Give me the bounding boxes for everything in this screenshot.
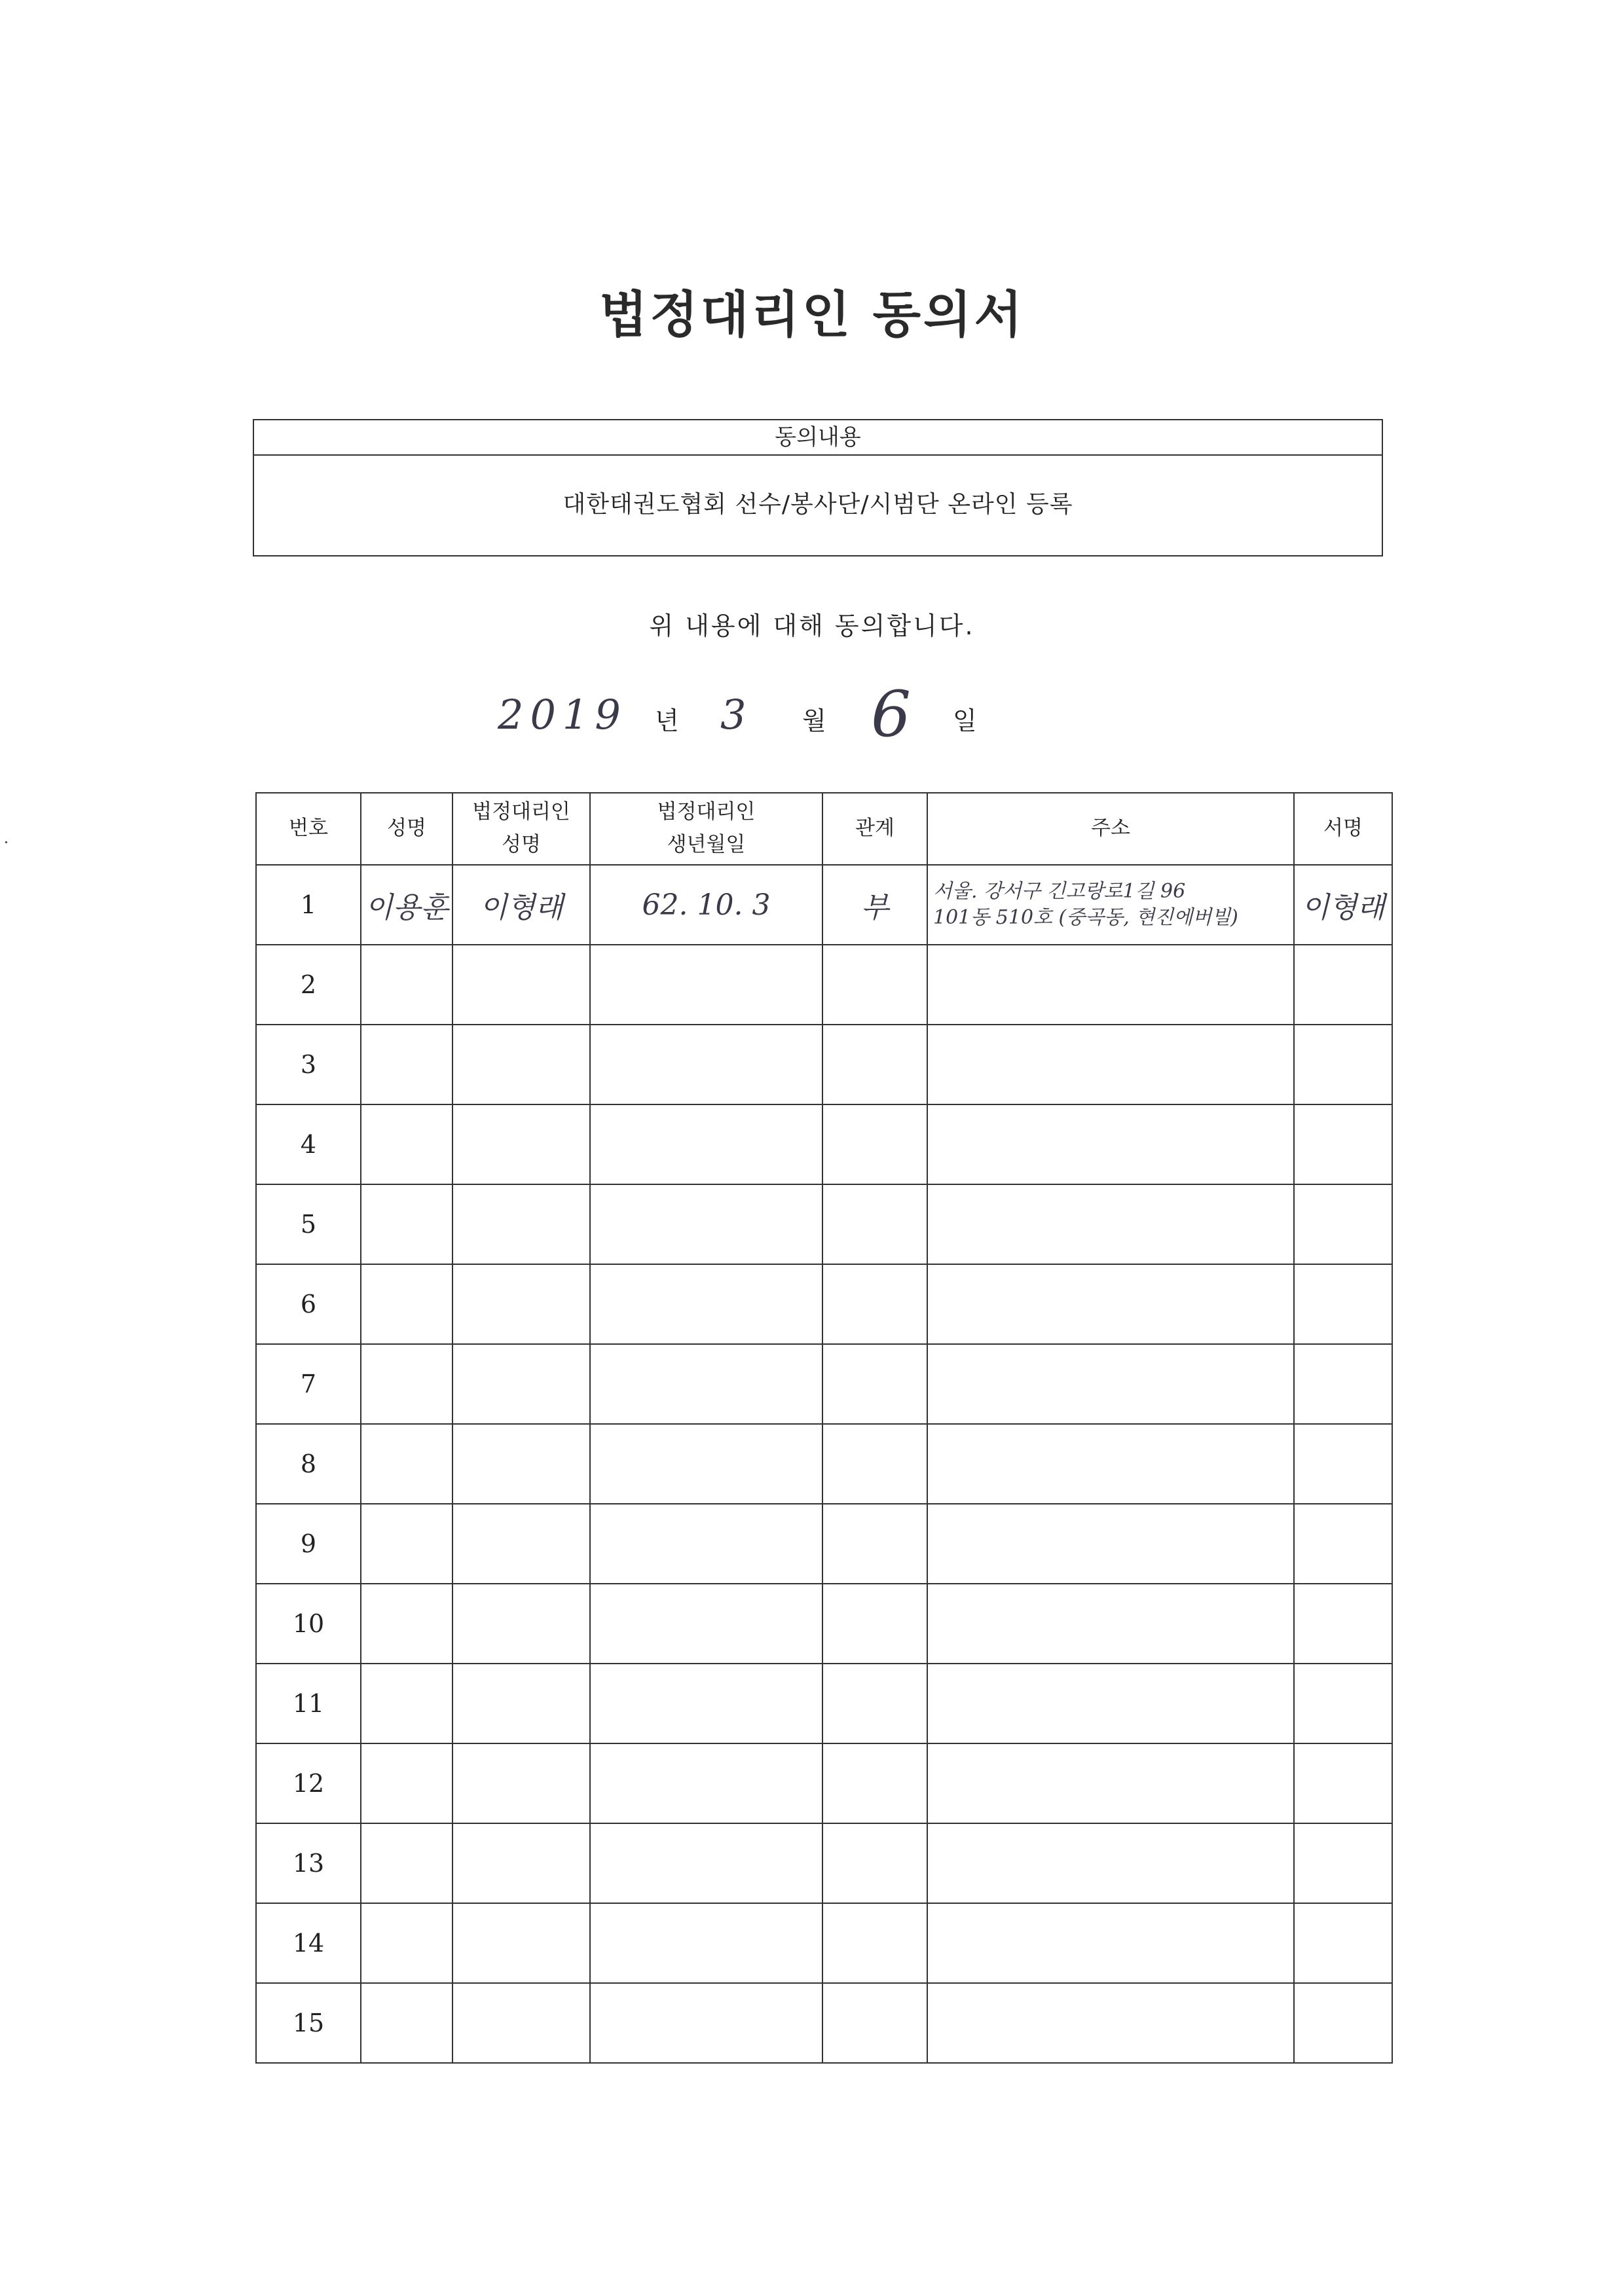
cell-name <box>361 1104 452 1184</box>
cell-relation <box>822 1823 927 1903</box>
header-guardian-birth-line1: 법정대리인 <box>657 800 756 824</box>
table-row <box>256 1903 1392 1983</box>
cell-guardian-name <box>452 1743 590 1823</box>
agreement-statement: 위 내용에 대해 동의합니다. <box>649 611 975 640</box>
cell-relation <box>822 1184 927 1264</box>
handwritten-guardian-name: 이형래 <box>479 891 563 924</box>
table-row <box>256 1104 1392 1184</box>
consent-body: 대한태권도협회 선수/봉사단/시범단 온라인 등록 <box>563 491 1073 518</box>
header-name: 성명 <box>361 793 452 865</box>
header-address: 주소 <box>927 793 1294 865</box>
cell-name <box>361 1743 452 1823</box>
header-relation: 관계 <box>822 793 927 865</box>
handwritten-signature: 이형래 <box>1301 891 1385 924</box>
cell-relation <box>822 1264 927 1344</box>
row-number: 14 <box>256 1903 361 1983</box>
handwritten-address <box>933 879 1238 932</box>
cell-name <box>361 1903 452 1983</box>
cell-guardian-birth <box>590 1983 822 2063</box>
cell-relation <box>822 945 927 1025</box>
handwritten-guardian-birth: 62. 10. 3 <box>642 888 771 922</box>
cell-name <box>361 1264 452 1344</box>
cell-guardian-birth <box>590 1504 822 1584</box>
cell-signature <box>1294 1344 1392 1424</box>
cell-guardian-birth <box>590 1104 822 1184</box>
scan-mark <box>5 841 7 843</box>
cell-guardian-name <box>452 1184 590 1264</box>
cell-relation <box>822 1504 927 1584</box>
cell-address <box>927 1743 1294 1823</box>
cell-signature <box>1294 1903 1392 1983</box>
cell-address <box>927 945 1294 1025</box>
cell-address <box>927 1504 1294 1584</box>
cell-relation <box>822 865 927 945</box>
cell-guardian-birth <box>590 1664 822 1743</box>
row-number: 15 <box>256 1983 361 2063</box>
cell-address <box>927 1424 1294 1504</box>
handwritten-month: 3 <box>720 691 747 738</box>
cell-address <box>927 1903 1294 1983</box>
consent-header: 동의내용 <box>254 420 1382 456</box>
cell-relation <box>822 1025 927 1104</box>
cell-signature <box>1294 865 1392 945</box>
cell-name <box>361 1983 452 2063</box>
table-row <box>256 1743 1392 1823</box>
table-row <box>256 1424 1392 1504</box>
cell-guardian-name <box>452 1983 590 2063</box>
cell-signature <box>1294 1743 1392 1823</box>
cell-address <box>927 1025 1294 1104</box>
year-label: 년 <box>655 706 679 735</box>
cell-address <box>927 1664 1294 1743</box>
cell-address <box>927 1104 1294 1184</box>
row-number: 7 <box>256 1344 361 1424</box>
cell-guardian-name <box>452 945 590 1025</box>
cell-guardian-name <box>452 1823 590 1903</box>
handwritten-relation: 부 <box>860 891 889 924</box>
row-number: 3 <box>256 1025 361 1104</box>
cell-guardian-birth <box>590 1424 822 1504</box>
cell-relation <box>822 1104 927 1184</box>
table-row <box>256 1584 1392 1664</box>
table-row <box>256 1983 1392 2063</box>
cell-signature <box>1294 1025 1392 1104</box>
cell-signature <box>1294 945 1392 1025</box>
address-line-1: 서울. 강서구 긴고랑로1길 96 <box>933 879 1186 903</box>
cell-relation <box>822 1903 927 1983</box>
cell-guardian-birth <box>590 1903 822 1983</box>
cell-address <box>927 1983 1294 2063</box>
row-number: 12 <box>256 1743 361 1823</box>
day-label: 일 <box>953 706 977 735</box>
table-row <box>256 945 1392 1025</box>
cell-guardian-birth <box>590 1344 822 1424</box>
cell-relation <box>822 1344 927 1424</box>
cell-signature <box>1294 1184 1392 1264</box>
cell-guardian-birth <box>590 1184 822 1264</box>
date-row <box>0 678 1624 766</box>
row-number: 4 <box>256 1104 361 1184</box>
cell-name <box>361 1504 452 1584</box>
cell-address <box>927 1823 1294 1903</box>
cell-relation <box>822 1664 927 1743</box>
consent-box <box>253 419 1383 556</box>
document-title: 법정대리인 동의서 <box>599 285 1025 344</box>
table-row <box>256 1344 1392 1424</box>
cell-guardian-birth <box>590 1743 822 1823</box>
cell-name <box>361 1424 452 1504</box>
row-number: 5 <box>256 1184 361 1264</box>
cell-name <box>361 945 452 1025</box>
cell-guardian-name <box>452 1424 590 1504</box>
cell-signature <box>1294 1664 1392 1743</box>
row-number: 9 <box>256 1504 361 1584</box>
cell-guardian-name <box>452 1104 590 1184</box>
table-header-row <box>256 793 1392 865</box>
table-row <box>256 1823 1392 1903</box>
header-guardian-name <box>452 793 590 865</box>
header-guardian-name-line2: 성명 <box>502 833 541 856</box>
header-number: 번호 <box>256 793 361 865</box>
handwritten-year: 2019 <box>498 691 627 738</box>
cell-guardian-name <box>452 1264 590 1344</box>
cell-guardian-name <box>452 865 590 945</box>
cell-guardian-birth <box>590 865 822 945</box>
cell-guardian-name <box>452 1344 590 1424</box>
row-number: 10 <box>256 1584 361 1664</box>
address-line-2: 101동 510호 (중곡동, 현진에버빌) <box>933 906 1238 929</box>
cell-address <box>927 865 1294 945</box>
cell-name <box>361 1025 452 1104</box>
cell-signature <box>1294 1264 1392 1344</box>
cell-guardian-name <box>452 1664 590 1743</box>
cell-guardian-birth <box>590 1025 822 1104</box>
guardian-roster-table <box>255 792 1393 2064</box>
cell-relation <box>822 1424 927 1504</box>
cell-guardian-birth <box>590 1823 822 1903</box>
cell-name <box>361 1664 452 1743</box>
row-number: 6 <box>256 1264 361 1344</box>
cell-address <box>927 1344 1294 1424</box>
cell-name <box>361 1823 452 1903</box>
cell-address <box>927 1584 1294 1664</box>
cell-address <box>927 1184 1294 1264</box>
cell-guardian-name <box>452 1903 590 1983</box>
cell-name <box>361 1184 452 1264</box>
cell-name <box>361 1344 452 1424</box>
row-number: 13 <box>256 1823 361 1903</box>
header-guardian-birth <box>590 793 822 865</box>
row-number: 8 <box>256 1424 361 1504</box>
cell-signature <box>1294 1104 1392 1184</box>
table-row <box>256 865 1392 945</box>
header-signature: 서명 <box>1294 793 1392 865</box>
table-row <box>256 1025 1392 1104</box>
cell-signature <box>1294 1504 1392 1584</box>
cell-name <box>361 1584 452 1664</box>
cell-relation <box>822 1584 927 1664</box>
cell-guardian-birth <box>590 1584 822 1664</box>
header-guardian-birth-line2: 생년월일 <box>667 833 746 856</box>
month-label: 월 <box>802 706 826 735</box>
table-row <box>256 1264 1392 1344</box>
cell-guardian-birth <box>590 1264 822 1344</box>
cell-guardian-name <box>452 1504 590 1584</box>
cell-relation <box>822 1743 927 1823</box>
handwritten-day: 6 <box>871 678 912 751</box>
cell-name <box>361 865 452 945</box>
cell-address <box>927 1264 1294 1344</box>
row-number: 1 <box>256 865 361 945</box>
cell-signature <box>1294 1584 1392 1664</box>
cell-guardian-name <box>452 1584 590 1664</box>
cell-guardian-name <box>452 1025 590 1104</box>
cell-signature <box>1294 1983 1392 2063</box>
cell-guardian-birth <box>590 945 822 1025</box>
header-guardian-name-line1: 법정대리인 <box>472 800 570 824</box>
cell-relation <box>822 1983 927 2063</box>
table-row <box>256 1184 1392 1264</box>
table-row <box>256 1504 1392 1584</box>
row-number: 11 <box>256 1664 361 1743</box>
table-body <box>256 865 1392 2063</box>
row-number: 2 <box>256 945 361 1025</box>
handwritten-name: 이용훈 <box>365 891 449 924</box>
cell-signature <box>1294 1424 1392 1504</box>
table-row <box>256 1664 1392 1743</box>
cell-signature <box>1294 1823 1392 1903</box>
